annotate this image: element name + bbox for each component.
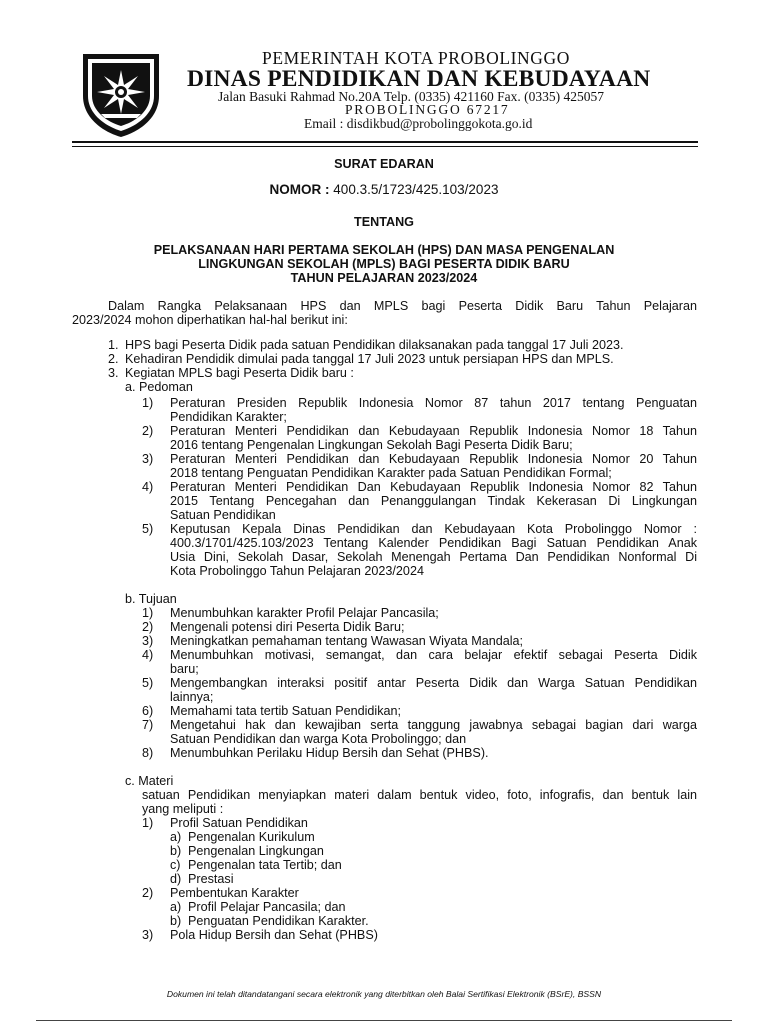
- letterhead-rule-thin: [72, 146, 698, 147]
- materi-intro-line-2: yang meliputi :: [142, 802, 224, 816]
- list-number: 5): [142, 676, 154, 690]
- electronic-signature-notice: Dokumen ini telah ditandatangani secara elektronik yang diterbitkan oleh Balai Sertifikasi Elektronik (BSrE), BSSN: [166, 989, 602, 999]
- point-number: 2.: [108, 352, 119, 366]
- sub-list-text: Pengenalan Lingkungan: [188, 844, 324, 858]
- list-item-text: Peraturan Presiden Republik Indonesia Nomor 87 tahun 2017 tentang Penguatan: [170, 396, 697, 410]
- nomor-label: NOMOR :: [269, 182, 330, 197]
- sub-list-letter: a): [170, 900, 182, 914]
- list-item-text: Pendidikan Karakter;: [170, 410, 287, 424]
- sub-list-text: Prestasi: [188, 872, 234, 886]
- list-item-text: Menumbuhkan Perilaku Hidup Bersih dan Sehat (PHBS).: [170, 746, 489, 760]
- list-item-text: Pembentukan Karakter: [170, 886, 299, 900]
- letterhead-address: Jalan Basuki Rahmad No.20A Telp. (0335) 421160 Fax. (0335) 425057: [218, 89, 605, 104]
- list-item-text: Mengenali potensi diri Peserta Didik Baru;: [170, 620, 405, 634]
- list-number: 1): [142, 396, 154, 410]
- section-materi-heading: c. Materi: [125, 774, 174, 788]
- list-number: 2): [142, 424, 154, 438]
- sub-list-text: Pengenalan tata Tertib; dan: [188, 858, 342, 872]
- letterhead: [0, 0, 768, 150]
- nomor-value: 400.3.5/1723/425.103/2023: [333, 182, 499, 197]
- list-number: 3): [142, 452, 154, 466]
- point-text: HPS bagi Peserta Didik pada satuan Pendidikan dilaksanakan pada tanggal 17 Juli 2023.: [125, 338, 624, 352]
- list-item-text: Profil Satuan Pendidikan: [170, 816, 308, 830]
- list-item-text: baru;: [170, 662, 199, 676]
- list-item-text: 2015 Tentang Pencegahan dan Penanggulangan Tindak Kekerasan Di Lingkungan: [170, 494, 697, 508]
- list-number: 1): [142, 606, 154, 620]
- intro-line-1: Dalam Rangka Pelaksanaan HPS dan MPLS bagi Peserta Didik Baru Tahun Pelajaran: [108, 299, 697, 313]
- point-text: Kegiatan MPLS bagi Peserta Didik baru :: [125, 366, 354, 380]
- letterhead-rule-thick: [72, 141, 698, 143]
- list-number: 1): [142, 816, 154, 830]
- materi-intro-line-1: satuan Pendidikan menyiapkan materi dalam bentuk video, foto, infografis, dan bentuk lain: [142, 788, 697, 802]
- list-item-text: 400.3/1701/425.103/2023 Tentang Kalender Pendidikan Bagi Satuan Pendidikan Anak: [170, 536, 697, 550]
- list-number: 3): [142, 928, 154, 942]
- list-item-text: Peraturan Menteri Pendidikan dan Kebudayaan Republik Indonesia Nomor 18 Tahun: [170, 424, 697, 438]
- intro-line-2: 2023/2024 mohon diperhatikan hal-hal berikut ini:: [72, 313, 348, 327]
- list-item-text: Satuan Pendidikan: [170, 508, 276, 522]
- sub-list-text: Penguatan Pendidikan Karakter.: [188, 914, 369, 928]
- list-number: 3): [142, 634, 154, 648]
- point-text: Kehadiran Pendidik dimulai pada tanggal 17 Juli 2023 untuk persiapan HPS dan MPLS.: [125, 352, 614, 366]
- sub-list-text: Pengenalan Kurikulum: [188, 830, 315, 844]
- list-number: 7): [142, 718, 154, 732]
- list-number: 6): [142, 704, 154, 718]
- letterhead-government: PEMERINTAH KOTA PROBOLINGGO: [262, 48, 570, 68]
- sub-list-letter: b): [170, 914, 182, 928]
- title-line-3: TAHUN PELAJARAN 2023/2024: [290, 271, 478, 285]
- point-number: 1.: [108, 338, 119, 352]
- list-number: 2): [142, 886, 154, 900]
- title-line-1: PELAKSANAAN HARI PERTAMA SEKOLAH (HPS) DAN MASA PENGENALAN: [153, 243, 615, 257]
- sub-list-letter: a): [170, 830, 182, 844]
- list-item-text: Pola Hidup Bersih dan Sehat (PHBS): [170, 928, 378, 942]
- list-number: 2): [142, 620, 154, 634]
- list-number: 4): [142, 648, 154, 662]
- list-number: 8): [142, 746, 154, 760]
- list-item-text: Satuan Pendidikan dan warga Kota Probolinggo; dan: [170, 732, 467, 746]
- point-number: 3.: [108, 366, 119, 380]
- sub-list-letter: b): [170, 844, 182, 858]
- letterhead-email: Email : disdikbud@probolinggokota.go.id: [304, 116, 533, 131]
- letterhead-city: PROBOLINGGO 67217: [345, 102, 510, 117]
- list-number: 5): [142, 522, 154, 536]
- sub-list-text: Profil Pelajar Pancasila; dan: [188, 900, 346, 914]
- list-item-text: Kota Probolinggo Tahun Pelajaran 2023/2024: [170, 564, 424, 578]
- list-item-text: Mengetahui hak dan kewajiban serta tanggung jawabnya sebagai bagian dari warga: [170, 718, 697, 732]
- section-pedoman-heading: a. Pedoman: [125, 380, 193, 394]
- list-item-text: Menumbuhkan motivasi, semangat, dan cara belajar efektif sebagai Peserta Didik: [170, 648, 697, 662]
- sub-list-letter: d): [170, 872, 182, 886]
- document-number: [0, 182, 768, 197]
- document-type: SURAT EDARAN: [334, 157, 434, 171]
- tentang-heading: TENTANG: [354, 215, 414, 229]
- list-number: 4): [142, 480, 154, 494]
- list-item-text: lainnya;: [170, 690, 214, 704]
- list-item-text: Mengembangkan interaksi positif antar Peserta Didik dan Warga Satuan Pendidikan: [170, 676, 697, 690]
- list-item-text: Peraturan Menteri Pendidikan Dan Kebudayaan Republik Indonesia Nomor 82 Tahun: [170, 480, 697, 494]
- list-item-text: Usia Dini, Sekolah Dasar, Sekolah Menengah Pertama Dan Pendidikan Nonformal Di: [170, 550, 697, 564]
- city-emblem-icon: [81, 52, 161, 138]
- list-item-text: Meningkatkan pemahaman tentang Wawasan Wiyata Mandala;: [170, 634, 524, 648]
- list-item-text: 2018 tentang Penguatan Pendidikan Karakter pada Satuan Pendidikan Formal;: [170, 466, 612, 480]
- title-line-2: LINGKUNGAN SEKOLAH (MPLS) BAGI PESERTA DIDIK BARU: [198, 257, 570, 271]
- section-tujuan-heading: b. Tujuan: [125, 592, 177, 606]
- list-item-text: 2016 tentang Pengenalan Lingkungan Sekolah Bagi Peserta Didik Baru;: [170, 438, 573, 452]
- list-item-text: Menumbuhkan karakter Profil Pelajar Pancasila;: [170, 606, 439, 620]
- letterhead-agency: DINAS PENDIDIKAN DAN KEBUDAYAAN: [187, 66, 651, 92]
- list-item-text: Keputusan Kepala Dinas Pendidikan dan Kebudayaan Kota Probolinggo Nomor :: [170, 522, 697, 536]
- list-item-text: Memahami tata tertib Satuan Pendidikan;: [170, 704, 402, 718]
- footer-rule: [36, 1020, 732, 1021]
- list-item-text: Peraturan Menteri Pendidikan dan Kebudayaan Republik Indonesia Nomor 20 Tahun: [170, 452, 697, 466]
- sub-list-letter: c): [170, 858, 181, 872]
